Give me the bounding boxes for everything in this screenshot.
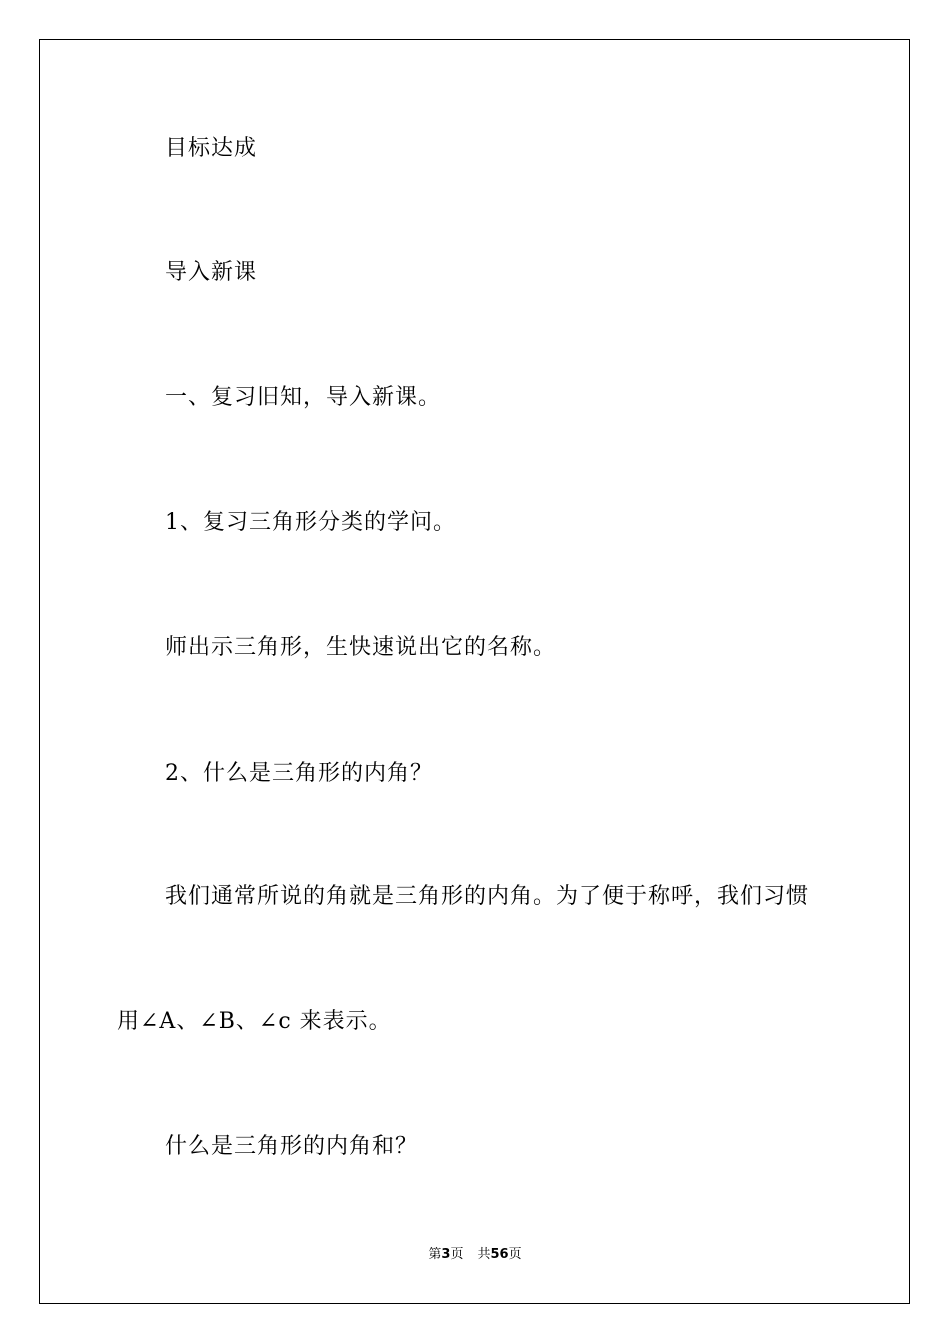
page-suffix: 页 [450,1247,464,1262]
section-review: 一、复习旧知，导入新课。 [165,385,442,410]
paragraph-teacher: 师出示三角形，生快速说出它的名称。 [165,635,557,660]
total-prefix: 共 [477,1247,491,1262]
item-1: 1、复习三角形分类的学问。 [165,510,456,535]
paragraph-inner-angle-cont: 用∠A、∠B、∠c 来表示。 [117,1009,392,1034]
total-pages: 56 [490,1247,509,1262]
page-prefix: 第 [428,1247,442,1262]
question-angle-sum: 什么是三角形的内角和？ [165,1134,419,1159]
item-2: 2、什么是三角形的内角？ [165,761,433,786]
total-suffix: 页 [508,1247,522,1262]
heading-intro: 导入新课 [165,260,258,285]
heading-goal: 目标达成 [165,136,258,161]
page-footer [0,1246,950,1264]
page-number: 3 [441,1247,451,1262]
page-border [39,39,910,1304]
paragraph-inner-angle: 我们通常所说的角就是三角形的内角。为了便于称呼，我们习惯 [165,884,810,909]
